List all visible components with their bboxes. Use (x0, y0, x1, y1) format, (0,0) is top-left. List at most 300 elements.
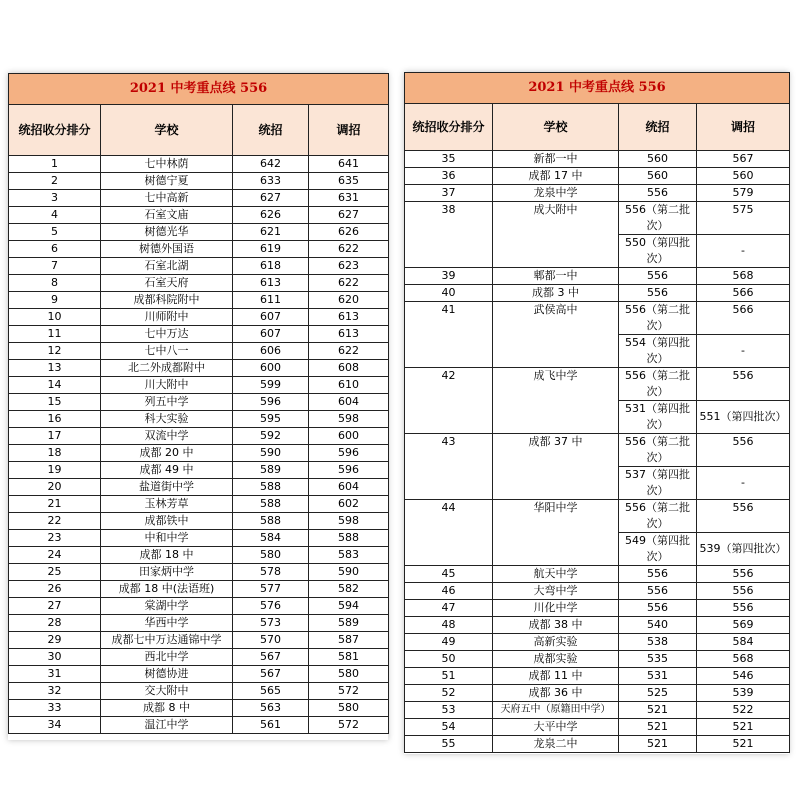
school-cell: 树德光华 (101, 224, 233, 241)
unified-score-cell: 537（第四批次） (619, 467, 697, 500)
unified-score-cell: 567 (233, 649, 309, 666)
rank-cell: 28 (9, 615, 101, 632)
right-score-table-panel (404, 72, 789, 754)
school-cell: 七中八一 (101, 343, 233, 360)
unified-score-cell: 573 (233, 615, 309, 632)
adjusted-score-cell: 579 (697, 185, 790, 202)
unified-score-cell: 556 (619, 285, 697, 302)
school-cell: 石室北湖 (101, 258, 233, 275)
school-cell: 新都一中 (493, 151, 619, 168)
table-row (405, 185, 790, 202)
school-cell: 成都 36 中 (493, 685, 619, 702)
left-score-table (8, 73, 389, 734)
adjusted-score-cell: 556 (697, 434, 790, 467)
rank-cell: 22 (9, 513, 101, 530)
table-row (405, 600, 790, 617)
table-row (405, 566, 790, 583)
unified-score-cell: 588 (233, 513, 309, 530)
right-col-school-header: 学校 (493, 104, 619, 151)
unified-score-cell: 560 (619, 151, 697, 168)
school-cell: 田家炳中学 (101, 564, 233, 581)
school-cell: 成都实验 (493, 651, 619, 668)
adjusted-score-cell: 556 (697, 500, 790, 533)
school-cell: 玉林芳草 (101, 496, 233, 513)
school-cell: 高新实验 (493, 634, 619, 651)
school-cell: 天府五中（原籍田中学） (493, 702, 619, 719)
rank-cell: 41 (405, 302, 493, 368)
left-table-body (9, 156, 389, 734)
rank-cell: 35 (405, 151, 493, 168)
adjusted-score-cell: 620 (309, 292, 389, 309)
unified-score-cell: 565 (233, 683, 309, 700)
rank-cell: 30 (9, 649, 101, 666)
rank-cell: 32 (9, 683, 101, 700)
unified-score-cell: 600 (233, 360, 309, 377)
rank-cell: 15 (9, 394, 101, 411)
adjusted-score-cell: 635 (309, 173, 389, 190)
adjusted-score-cell: 556 (697, 583, 790, 600)
adjusted-score-cell: 604 (309, 479, 389, 496)
school-cell: 成大附中 (493, 202, 619, 268)
table-row (9, 462, 389, 479)
rank-cell: 2 (9, 173, 101, 190)
unified-score-cell: 556（第二批次） (619, 302, 697, 335)
rank-cell: 37 (405, 185, 493, 202)
right-table-title: 2021 中考重点线 556 (405, 73, 790, 104)
table-row (405, 668, 790, 685)
unified-score-cell: 550（第四批次） (619, 235, 697, 268)
table-row (9, 632, 389, 649)
table-row (9, 428, 389, 445)
rank-cell: 23 (9, 530, 101, 547)
adjusted-score-cell: 581 (309, 649, 389, 666)
school-cell: 龙泉中学 (493, 185, 619, 202)
school-cell: 温江中学 (101, 717, 233, 734)
unified-score-cell: 599 (233, 377, 309, 394)
unified-score-cell: 570 (233, 632, 309, 649)
school-cell: 棠湖中学 (101, 598, 233, 615)
table-row (9, 496, 389, 513)
adjusted-score-cell: 539 (697, 685, 790, 702)
unified-score-cell: 589 (233, 462, 309, 479)
school-cell: 七中万达 (101, 326, 233, 343)
rank-cell: 5 (9, 224, 101, 241)
rank-cell: 31 (9, 666, 101, 683)
table-row (9, 258, 389, 275)
right-table-body (405, 151, 790, 753)
table-row (9, 394, 389, 411)
adjusted-score-cell: 568 (697, 268, 790, 285)
adjusted-score-cell: 566 (697, 285, 790, 302)
school-cell: 石室天府 (101, 275, 233, 292)
right-col-rank-header: 统招收分排分 (405, 104, 493, 151)
unified-score-cell: 613 (233, 275, 309, 292)
left-col-unified-header: 统招 (233, 105, 309, 156)
table-row (405, 368, 790, 401)
unified-score-cell: 592 (233, 428, 309, 445)
rank-cell: 21 (9, 496, 101, 513)
left-col-school-header: 学校 (101, 105, 233, 156)
adjusted-score-cell: 641 (309, 156, 389, 173)
table-row (9, 241, 389, 258)
school-cell: 七中林荫 (101, 156, 233, 173)
rank-cell: 6 (9, 241, 101, 258)
adjusted-score-cell: 568 (697, 651, 790, 668)
table-row (405, 202, 790, 235)
school-cell: 龙泉二中 (493, 736, 619, 753)
unified-score-cell: 556 (619, 566, 697, 583)
table-row (9, 683, 389, 700)
rank-cell: 20 (9, 479, 101, 496)
unified-score-cell: 606 (233, 343, 309, 360)
table-row (9, 207, 389, 224)
rank-cell: 17 (9, 428, 101, 445)
adjusted-score-cell: 623 (309, 258, 389, 275)
school-cell: 武侯高中 (493, 302, 619, 368)
school-cell: 成都铁中 (101, 513, 233, 530)
school-cell: 川大附中 (101, 377, 233, 394)
table-row (405, 685, 790, 702)
rank-cell: 48 (405, 617, 493, 634)
table-row (405, 651, 790, 668)
rank-cell: 49 (405, 634, 493, 651)
rank-cell: 10 (9, 309, 101, 326)
adjusted-score-cell: 556 (697, 600, 790, 617)
school-cell: 华阳中学 (493, 500, 619, 566)
rank-cell: 14 (9, 377, 101, 394)
school-cell: 成飞中学 (493, 368, 619, 434)
adjusted-score-cell: 546 (697, 668, 790, 685)
adjusted-score-cell: - (697, 235, 790, 268)
unified-score-cell: 578 (233, 564, 309, 581)
adjusted-score-cell: 622 (309, 343, 389, 360)
adjusted-score-cell: 575 (697, 202, 790, 235)
rank-cell: 43 (405, 434, 493, 500)
rank-cell: 12 (9, 343, 101, 360)
rank-cell: 18 (9, 445, 101, 462)
unified-score-cell: 549（第四批次） (619, 533, 697, 566)
rank-cell: 51 (405, 668, 493, 685)
adjusted-score-cell: 588 (309, 530, 389, 547)
adjusted-score-cell: 521 (697, 736, 790, 753)
school-cell: 航天中学 (493, 566, 619, 583)
adjusted-score-cell: 572 (309, 717, 389, 734)
table-row (9, 275, 389, 292)
table-row (405, 168, 790, 185)
right-score-table (404, 72, 790, 753)
school-cell: 交大附中 (101, 683, 233, 700)
unified-score-cell: 626 (233, 207, 309, 224)
unified-score-cell: 560 (619, 168, 697, 185)
table-row (9, 292, 389, 309)
table-row (9, 530, 389, 547)
table-row (9, 581, 389, 598)
left-col-adjusted-header: 调招 (309, 105, 389, 156)
table-row (9, 156, 389, 173)
adjusted-score-cell: - (697, 335, 790, 368)
unified-score-cell: 619 (233, 241, 309, 258)
unified-score-cell: 577 (233, 581, 309, 598)
unified-score-cell: 567 (233, 666, 309, 683)
table-row (405, 151, 790, 168)
unified-score-cell: 521 (619, 702, 697, 719)
rank-cell: 24 (9, 547, 101, 564)
adjusted-score-cell: 604 (309, 394, 389, 411)
unified-score-cell: 556（第二批次） (619, 368, 697, 401)
school-cell: 成都 20 中 (101, 445, 233, 462)
adjusted-score-cell: 566 (697, 302, 790, 335)
unified-score-cell: 621 (233, 224, 309, 241)
school-cell: 成都 18 中(法语班) (101, 581, 233, 598)
table-row (9, 717, 389, 734)
unified-score-cell: 556（第二批次） (619, 434, 697, 467)
school-cell: 成都 17 中 (493, 168, 619, 185)
school-cell: 北二外成都附中 (101, 360, 233, 377)
table-row (405, 302, 790, 335)
adjusted-score-cell: 598 (309, 513, 389, 530)
school-cell: 七中高新 (101, 190, 233, 207)
adjusted-score-cell: 556 (697, 566, 790, 583)
rank-cell: 16 (9, 411, 101, 428)
rank-cell: 50 (405, 651, 493, 668)
unified-score-cell: 525 (619, 685, 697, 702)
school-cell: 成都 8 中 (101, 700, 233, 717)
unified-score-cell: 556 (619, 185, 697, 202)
unified-score-cell: 554（第四批次） (619, 335, 697, 368)
table-row (9, 547, 389, 564)
table-row (9, 309, 389, 326)
rank-cell: 44 (405, 500, 493, 566)
table-row (9, 190, 389, 207)
rank-cell: 9 (9, 292, 101, 309)
adjusted-score-cell: 560 (697, 168, 790, 185)
rank-cell: 52 (405, 685, 493, 702)
rank-cell: 55 (405, 736, 493, 753)
school-cell: 西北中学 (101, 649, 233, 666)
adjusted-score-cell: 583 (309, 547, 389, 564)
table-row (405, 617, 790, 634)
school-cell: 科大实验 (101, 411, 233, 428)
adjusted-score-cell: 608 (309, 360, 389, 377)
table-row (405, 500, 790, 533)
unified-score-cell: 611 (233, 292, 309, 309)
unified-score-cell: 607 (233, 326, 309, 343)
unified-score-cell: 556（第二批次） (619, 202, 697, 235)
table-row (405, 434, 790, 467)
unified-score-cell: 538 (619, 634, 697, 651)
school-cell: 双流中学 (101, 428, 233, 445)
school-cell: 成都七中万达通锦中学 (101, 632, 233, 649)
adjusted-score-cell: - (697, 467, 790, 500)
unified-score-cell: 596 (233, 394, 309, 411)
table-row (9, 445, 389, 462)
school-cell: 列五中学 (101, 394, 233, 411)
unified-score-cell: 535 (619, 651, 697, 668)
adjusted-score-cell: 590 (309, 564, 389, 581)
adjusted-score-cell: 587 (309, 632, 389, 649)
rank-cell: 1 (9, 156, 101, 173)
rank-cell: 46 (405, 583, 493, 600)
unified-score-cell: 584 (233, 530, 309, 547)
table-row (405, 634, 790, 651)
unified-score-cell: 531（第四批次） (619, 401, 697, 434)
school-cell: 大平中学 (493, 719, 619, 736)
rank-cell: 39 (405, 268, 493, 285)
rank-cell: 36 (405, 168, 493, 185)
rank-cell: 27 (9, 598, 101, 615)
table-row (9, 564, 389, 581)
rank-cell: 40 (405, 285, 493, 302)
school-cell: 川化中学 (493, 600, 619, 617)
right-col-unified-header: 统招 (619, 104, 697, 151)
school-cell: 成都 18 中 (101, 547, 233, 564)
rank-cell: 11 (9, 326, 101, 343)
unified-score-cell: 607 (233, 309, 309, 326)
adjusted-score-cell: 567 (697, 151, 790, 168)
rank-cell: 7 (9, 258, 101, 275)
table-row (9, 343, 389, 360)
adjusted-score-cell: 551（第四批次） (697, 401, 790, 434)
school-cell: 盐道街中学 (101, 479, 233, 496)
adjusted-score-cell: 622 (309, 275, 389, 292)
rank-cell: 19 (9, 462, 101, 479)
unified-score-cell: 556（第二批次） (619, 500, 697, 533)
rank-cell: 3 (9, 190, 101, 207)
unified-score-cell: 633 (233, 173, 309, 190)
school-cell: 树德外国语 (101, 241, 233, 258)
left-score-table-panel (8, 73, 388, 740)
rank-cell: 29 (9, 632, 101, 649)
adjusted-score-cell: 580 (309, 700, 389, 717)
table-row (9, 377, 389, 394)
left-col-rank-header: 统招收分排分 (9, 105, 101, 156)
unified-score-cell: 590 (233, 445, 309, 462)
table-row (9, 326, 389, 343)
table-row (9, 360, 389, 377)
table-row (405, 285, 790, 302)
unified-score-cell: 521 (619, 736, 697, 753)
school-cell: 中和中学 (101, 530, 233, 547)
rank-cell: 13 (9, 360, 101, 377)
table-row (9, 173, 389, 190)
school-cell: 大弯中学 (493, 583, 619, 600)
adjusted-score-cell: 594 (309, 598, 389, 615)
adjusted-score-cell: 556 (697, 368, 790, 401)
rank-cell: 47 (405, 600, 493, 617)
adjusted-score-cell: 600 (309, 428, 389, 445)
unified-score-cell: 576 (233, 598, 309, 615)
adjusted-score-cell: 521 (697, 719, 790, 736)
table-row (9, 224, 389, 241)
adjusted-score-cell: 596 (309, 462, 389, 479)
table-row (9, 411, 389, 428)
unified-score-cell: 521 (619, 719, 697, 736)
adjusted-score-cell: 610 (309, 377, 389, 394)
adjusted-score-cell: 596 (309, 445, 389, 462)
table-row (9, 615, 389, 632)
adjusted-score-cell: 626 (309, 224, 389, 241)
adjusted-score-cell: 627 (309, 207, 389, 224)
school-cell: 成都 11 中 (493, 668, 619, 685)
rank-cell: 4 (9, 207, 101, 224)
table-row (9, 598, 389, 615)
school-cell: 石室文庙 (101, 207, 233, 224)
unified-score-cell: 531 (619, 668, 697, 685)
adjusted-score-cell: 598 (309, 411, 389, 428)
table-row (405, 719, 790, 736)
unified-score-cell: 642 (233, 156, 309, 173)
unified-score-cell: 556 (619, 600, 697, 617)
adjusted-score-cell: 589 (309, 615, 389, 632)
table-row (9, 649, 389, 666)
unified-score-cell: 556 (619, 268, 697, 285)
adjusted-score-cell: 622 (309, 241, 389, 258)
adjusted-score-cell: 631 (309, 190, 389, 207)
school-cell: 成都 49 中 (101, 462, 233, 479)
school-cell: 郫都一中 (493, 268, 619, 285)
unified-score-cell: 618 (233, 258, 309, 275)
unified-score-cell: 561 (233, 717, 309, 734)
school-cell: 成都 3 中 (493, 285, 619, 302)
unified-score-cell: 540 (619, 617, 697, 634)
table-row (405, 736, 790, 753)
school-cell: 华西中学 (101, 615, 233, 632)
adjusted-score-cell: 539（第四批次） (697, 533, 790, 566)
adjusted-score-cell: 522 (697, 702, 790, 719)
table-row (9, 700, 389, 717)
school-cell: 树德宁夏 (101, 173, 233, 190)
rank-cell: 26 (9, 581, 101, 598)
unified-score-cell: 580 (233, 547, 309, 564)
school-cell: 树德协进 (101, 666, 233, 683)
unified-score-cell: 556 (619, 583, 697, 600)
table-row (405, 702, 790, 719)
table-row (9, 479, 389, 496)
adjusted-score-cell: 572 (309, 683, 389, 700)
unified-score-cell: 588 (233, 496, 309, 513)
rank-cell: 53 (405, 702, 493, 719)
rank-cell: 45 (405, 566, 493, 583)
unified-score-cell: 595 (233, 411, 309, 428)
left-table-title: 2021 中考重点线 556 (9, 74, 389, 105)
adjusted-score-cell: 602 (309, 496, 389, 513)
adjusted-score-cell: 584 (697, 634, 790, 651)
rank-cell: 42 (405, 368, 493, 434)
adjusted-score-cell: 582 (309, 581, 389, 598)
unified-score-cell: 563 (233, 700, 309, 717)
rank-cell: 38 (405, 202, 493, 268)
rank-cell: 34 (9, 717, 101, 734)
school-cell: 成都 37 中 (493, 434, 619, 500)
rank-cell: 33 (9, 700, 101, 717)
rank-cell: 54 (405, 719, 493, 736)
table-row (405, 583, 790, 600)
adjusted-score-cell: 580 (309, 666, 389, 683)
rank-cell: 8 (9, 275, 101, 292)
unified-score-cell: 588 (233, 479, 309, 496)
school-cell: 成都 38 中 (493, 617, 619, 634)
table-row (9, 513, 389, 530)
unified-score-cell: 627 (233, 190, 309, 207)
adjusted-score-cell: 613 (309, 326, 389, 343)
school-cell: 川师附中 (101, 309, 233, 326)
adjusted-score-cell: 569 (697, 617, 790, 634)
right-col-adjusted-header: 调招 (697, 104, 790, 151)
school-cell: 成都科院附中 (101, 292, 233, 309)
adjusted-score-cell: 613 (309, 309, 389, 326)
rank-cell: 25 (9, 564, 101, 581)
table-row (9, 666, 389, 683)
